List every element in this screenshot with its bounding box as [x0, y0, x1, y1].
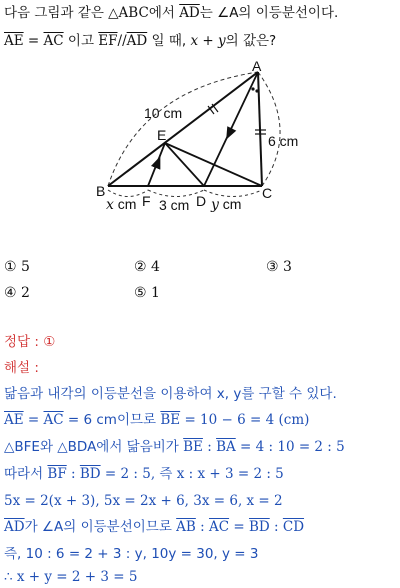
segment-ac: $\overline{AC}$ [43, 33, 64, 49]
angle-dot-2 [255, 89, 258, 92]
answer-label: 정답 : [4, 334, 44, 350]
explanation-line-4 [4, 465, 284, 483]
answer-value: ① [43, 334, 56, 350]
answer-line [4, 333, 55, 351]
q1-text-a: 다음 그림과 같은 [4, 5, 109, 21]
explanation-line-2 [4, 411, 309, 429]
exp2-ae: $\overline{AE}$ [4, 412, 24, 428]
label-e: E [157, 127, 167, 143]
measure-fd: 3 cm [159, 197, 190, 213]
exp6-colon-1: : [195, 519, 209, 535]
exp4-ratio: = 2 : 5, 즉 x : x + 3 = 2 : 5 [100, 466, 284, 482]
segment-ad: $\overline{AD}$ [179, 5, 200, 21]
explanation-line-3 [4, 438, 345, 456]
exp3-text: △BFE와 △BDA에서 닮음비가 [4, 439, 184, 455]
measure-y: y cm [211, 196, 242, 213]
exp6-text: 가 ∠A의 이등분선이므로 [24, 519, 177, 535]
side-ac [258, 72, 262, 186]
segment-ef: $\overline{EF}$ [98, 33, 118, 49]
segment-ed-line [165, 143, 204, 186]
var-y: y [217, 33, 226, 49]
triangle-abc: △ABC [108, 5, 149, 21]
label-b: B [96, 183, 106, 199]
q2-eq: = [23, 33, 44, 49]
exp6-ad: $\overline{AD}$ [4, 519, 25, 535]
choice-2[interactable]: ② 4 [134, 259, 160, 275]
exp2-be: $\overline{BE}$ [160, 412, 181, 428]
choice-1[interactable]: ① 5 [4, 259, 30, 275]
parallel-sign: // [117, 33, 127, 49]
exp6-cd: $\overline{CD}$ [282, 519, 305, 535]
exp4-text: 따라서 [4, 466, 48, 482]
exp2-ac: $\overline{AC}$ [43, 412, 64, 428]
q2-text-h: 일 때, [147, 33, 191, 49]
label-a: A [252, 58, 262, 74]
exp6-ac: $\overline{AC}$ [208, 519, 230, 535]
question-line-2 [4, 32, 276, 50]
plus-sign: + [198, 33, 218, 49]
exp3-be: $\overline{BE}$ [183, 439, 203, 455]
explanation-line-5: 5x = 2(x + 3), 5x = 2x + 6, 3x = 6, x = 2 [4, 493, 283, 509]
exp6-ab: $\overline{AB}$ [176, 519, 196, 535]
exp2-calc: = 10 − 6 = 4 (cm) [180, 412, 310, 428]
exp4-colon: : [66, 466, 80, 482]
exp6-colon-2: : [269, 519, 283, 535]
measure-x: x cm [106, 196, 137, 213]
exp3-colon: : [202, 439, 217, 455]
exp6-eq: = [229, 519, 249, 535]
label-c: C [262, 185, 273, 201]
label-f: F [142, 193, 151, 209]
q2-text-d: 이고 [63, 33, 99, 49]
measure-ae: 10 cm [144, 105, 183, 121]
explanation-line-1: 닮음과 내각의 이등분선을 이용하여 x, y를 구할 수 있다. [4, 386, 337, 402]
explanation-line-8: ∴ x + y = 2 + 3 = 5 [4, 569, 138, 585]
triangle-figure [0, 58, 400, 218]
segment-ec-line [165, 143, 262, 186]
segment-ad-2: $\overline{AD}$ [126, 33, 148, 49]
q1-text-c: 에서 [148, 5, 180, 21]
exp3-ratio: = 4 : 10 = 2 : 5 [235, 439, 345, 455]
label-d: D [196, 193, 207, 209]
measure-ac: 6 cm [268, 133, 299, 149]
explanation-label: 해설 : [4, 360, 39, 376]
q1-text-e: 는 ∠A의 이등분선이다. [199, 5, 339, 21]
choice-4[interactable]: ④ 2 [4, 285, 30, 301]
choice-3[interactable]: ③ 3 [266, 259, 292, 275]
var-x: x [190, 33, 199, 49]
exp6-bd: $\overline{BD}$ [248, 519, 270, 535]
explanation-line-6 [4, 518, 304, 536]
choice-5[interactable]: ⑤ 1 [134, 285, 160, 301]
exp4-bd: $\overline{BD}$ [79, 466, 101, 482]
segment-ae: $\overline{AE}$ [4, 33, 24, 49]
side-ab [108, 72, 258, 186]
exp3-ba: $\overline{BA}$ [216, 439, 236, 455]
question-line-1 [4, 4, 338, 22]
exp2-eq: = [23, 412, 44, 428]
q2-text-l: 의 값은? [225, 33, 277, 49]
explanation-line-7: 즉, 10 : 6 = 2 + 3 : y, 10y = 30, y = 3 [4, 546, 259, 562]
exp4-bf: $\overline{BF}$ [47, 466, 67, 482]
segment-ad-line [204, 72, 258, 186]
angle-dot-1 [251, 87, 254, 90]
exp2-text: = 6 cm이므로 [63, 412, 161, 428]
